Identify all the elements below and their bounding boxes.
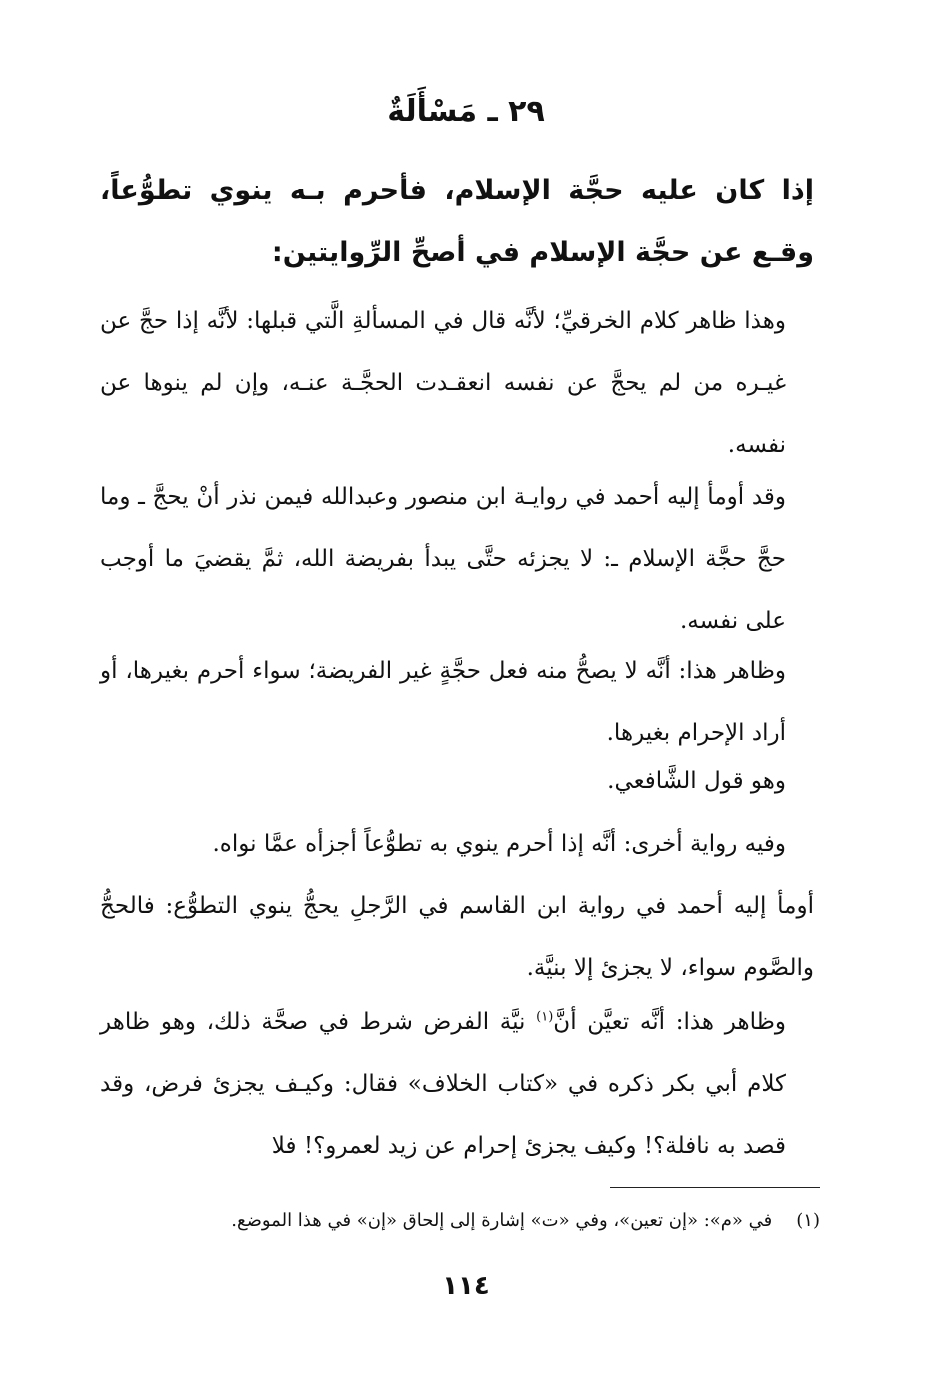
footnote-text: في «م»: «إن تعين»، وفي «ت» إشارة إلى إلحاق «إن» في هذا الموضع. xyxy=(231,1210,773,1231)
paragraph-5: وفيه رواية أخرى: أنَّه إذا أحرم ينوي به تطوُّعاً أجزأه عمَّا نواه. xyxy=(212,831,786,857)
chapter-heading: ٢٩ ـ مَسْأَلَةٌ xyxy=(387,94,545,129)
paragraph-4: وهو قول الشَّافعي. xyxy=(607,768,786,794)
footnote-reference[interactable]: (١) xyxy=(536,1009,554,1025)
paragraph-1: وهذا ظاهر كلام الخرقيِّ؛ لأنَّه قال في المسألةِ الَّتي قبلها: لأنَّه إذا حجَّ عن غيـره من لم يحجَّ عن نفسه انعقـدت الحجَّـة عنـه، وإن لم ينوها عن نفسه. xyxy=(100,308,786,458)
paragraph-3: وظاهر هذا: أنَّه لا يصحُّ منه فعل حجَّةٍ غير الفريضة؛ سواء أحرم بغيرها، أو أراد الإحرام بغيرها. xyxy=(100,658,786,746)
paragraph-7-rest: نيَّة الفرض شرط في صحَّة ذلك، وهو ظاهر كلام أبي بكر ذكره في «كتاب الخلاف» فقال: وكيـف يجزئ فرض، وقد قصد به نافلة؟! وكيف يجزئ إحرام عن زيد لعمرو؟! فلا xyxy=(100,1009,786,1159)
paragraph-2: وقد أومأ إليه أحمد في روايـة ابن منصور وعبدالله فيمن نذر أنْ يحجَّ ـ وما حجَّ حجَّة الإسلام ـ: لا يجزئه حتَّى يبدأ بفريضة الله، ثمَّ يقضيَ ما أوجب على نفسه. xyxy=(100,484,786,634)
footnote xyxy=(100,1206,820,1236)
footnote-divider xyxy=(610,1187,820,1188)
issue-title: إذا كان عليه حجَّة الإسلام، فأحرم بـه ينوي تطوُّعاً، وقـع عن حجَّة الإسلام في أصحِّ الرِّوايتين: xyxy=(100,175,814,268)
page-number: ١١٤ xyxy=(442,1271,490,1301)
paragraph-7 xyxy=(100,991,814,1177)
paragraph-7-start: وظاهر هذا: أنَّه تعيَّن أنَّ xyxy=(553,1009,786,1035)
footnote-number: (١) xyxy=(796,1210,820,1231)
paragraph-6: أومأ إليه أحمد في رواية ابن القاسم في الرَّجلِ يحجُّ ينوي التطوُّع: فالحجُّ والصَّوم سواء، لا يجزئ إلا بنيَّة. xyxy=(100,893,814,981)
